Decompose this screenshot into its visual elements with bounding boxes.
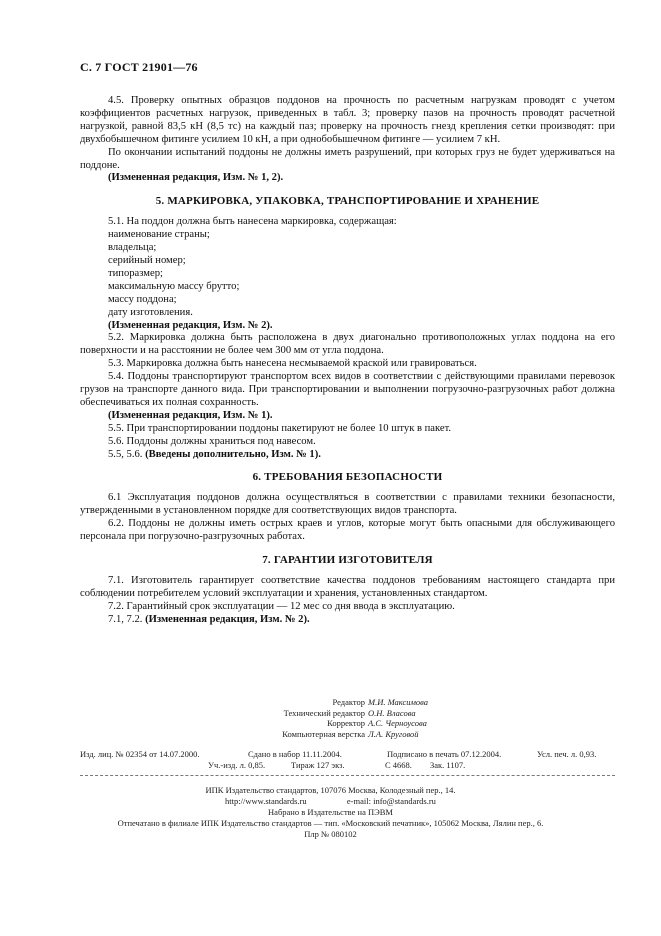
marking-item: владельца; [108,242,157,254]
credit-row [0,718,661,729]
order-number: Зак. 1107. [430,760,466,770]
marking-item: серийный номер; [108,254,186,266]
sent-to-set-date: Сдано в набор 11.11.2004. [248,749,342,759]
printing-house-info [0,785,661,840]
publishing-row-1 [0,749,661,760]
divider [80,775,615,776]
printed-note: Отпечатано в филиале ИПК Издательство стандартов — тип. «Московский печатник», 105062 Москва, Лялин пер., 6. [117,818,544,828]
paragraph-5-1: 5.1. На поддон должна быть нанесена маркировка, содержащая: [108,216,397,228]
page-header: С. 7 ГОСТ 21901—76 [80,60,198,74]
clause-refs: 5.5, 5.6. [108,448,143,460]
credit-name: Л.А. Круговой [368,728,419,739]
amendment-line [80,614,615,627]
paragraph-6-2: 6.2. Поддоны не должны иметь острых краев и углов, которые могут быть опасными для обслуживающего персонала при погрузочно-разгрузочных работах. [80,518,615,543]
amendment-note: (Измененная редакция, Изм. № 2). [108,319,273,331]
website-link: http://www.standards.ru [225,796,307,806]
amendment-note: (Измененная редакция, Изм. № 1). [108,409,273,421]
paragraph-4-5-end: По окончании испытаний поддоны не должны иметь разрушений, при которых груз не будет удерживаться на поддоне. [80,146,615,171]
amendment-note: (Введены дополнительно, Изм. № 1). [145,448,321,460]
email-address: e-mail: info@standards.ru [346,796,436,806]
credit-row [0,708,661,719]
publishing-row-2 [0,760,661,771]
imprint-block [0,697,661,839]
license-number: Изд. лиц. № 02354 от 14.07.2000. [80,749,200,759]
credit-name: М.И. Максимова [368,697,429,707]
amendment-note: (Измененная редакция, Изм. № 1, 2). [108,172,284,184]
paragraph-7-2: 7.2. Гарантийный срок эксплуатации — 12 мес со дня ввода в эксплуатацию. [108,600,455,612]
publisher-address: ИПК Издательство стандартов, 107076 Москва, Колодезный пер., 14. [205,785,456,795]
paragraph-5-5: 5.5. При транспортировании поддоны пакетируют не более 10 штук в пакет. [108,422,452,434]
paragraph-7-1: 7.1. Изготовитель гарантирует соответствие качества поддонов требованиям настоящего стандарта при соблюдении потребителем условий эксплуатации и хранения, установленных стандартом. [80,574,615,599]
credit-label: Редактор [332,697,365,707]
credit-name: О.Н. Власова [368,707,416,718]
plr-number: Плр № 080102 [304,829,357,839]
marking-item: типоразмер; [108,267,163,279]
section-6-title: 6. ТРЕБОВАНИЯ БЕЗОПАСНОСТИ [252,471,443,484]
circulation: Тираж 127 экз. [291,760,345,770]
amendment-line [80,449,615,462]
publisher-sheets: Уч.-изд. л. 0,85. [208,760,266,770]
credits [0,697,661,739]
order-code: С 4668. [385,760,412,770]
paragraph-5-4: 5.4. Поддоны транспортируют транспортом всех видов в соответствии с действующими правилами перевозок грузов на транспорте данного вида. При транспортировании и выполнении погрузочно-разгрузочных работ должна обеспечиваться их полная сохранность. [80,371,615,408]
credit-label: Технический редактор [283,707,365,718]
credit-name: А.С. Черноусова [368,718,427,728]
clause-refs: 7.1, 7.2. [108,613,143,625]
credit-label: Корректор [327,718,365,728]
paragraph-4-5: 4.5. Проверку опытных образцов поддонов на прочность по расчетным нагрузкам проводят с учетом коэффициентов расчетных нагрузок, приведенных в табл. 3; проверку пазов на прочность проводят расчетной нагрузкой, равной 83,5 кН (8,5 тс) на каждый паз; проверку на прочность гнезд крепления сетки производят: при двухбобышечном фитинге усилием 10 кН, а при однобобышечном фитинге — усилием 7 кН. [80,95,615,145]
document-body [80,95,615,627]
marking-item: массу поддона; [108,293,177,305]
paragraph-6-1: 6.1 Эксплуатация поддонов должна осуществляться в соответствии с правилами техники безопасности, утвержденными в установленном порядке для соответствующих видов транспорта. [80,492,615,517]
contact-line [0,796,661,807]
credit-row [0,697,661,708]
amendment-note: (Измененная редакция, Изм. № 2). [145,613,310,625]
print-sheets: Усл. печ. л. 0,93. [537,749,597,759]
paragraph-5-3: 5.3. Маркировка должна быть нанесена несмываемой краской или гравироваться. [108,358,477,370]
typeset-note: Набрано в Издательстве на ПЭВМ [268,807,393,817]
signed-to-print-date: Подписано в печать 07.12.2004. [387,749,502,759]
section-5-title: 5. МАРКИРОВКА, УПАКОВКА, ТРАНСПОРТИРОВАНИЕ И ХРАНЕНИЕ [155,195,540,208]
section-7-title: 7. ГАРАНТИИ ИЗГОТОВИТЕЛЯ [262,554,433,566]
marking-item: дату изготовления. [108,306,193,318]
marking-item: максимальную массу брутто; [108,280,240,292]
marking-item: наименование страны; [108,229,210,241]
paragraph-5-2: 5.2. Маркировка должна быть расположена в двух диагонально противоположных углах поддона на его поверхности и на расстоянии не более чем 300 мм от угла поддона. [80,332,615,357]
paragraph-5-6: 5.6. Поддоны должны храниться под навесом. [108,435,316,447]
credit-row [0,729,661,740]
credit-label: Компьютерная верстка [282,728,365,739]
